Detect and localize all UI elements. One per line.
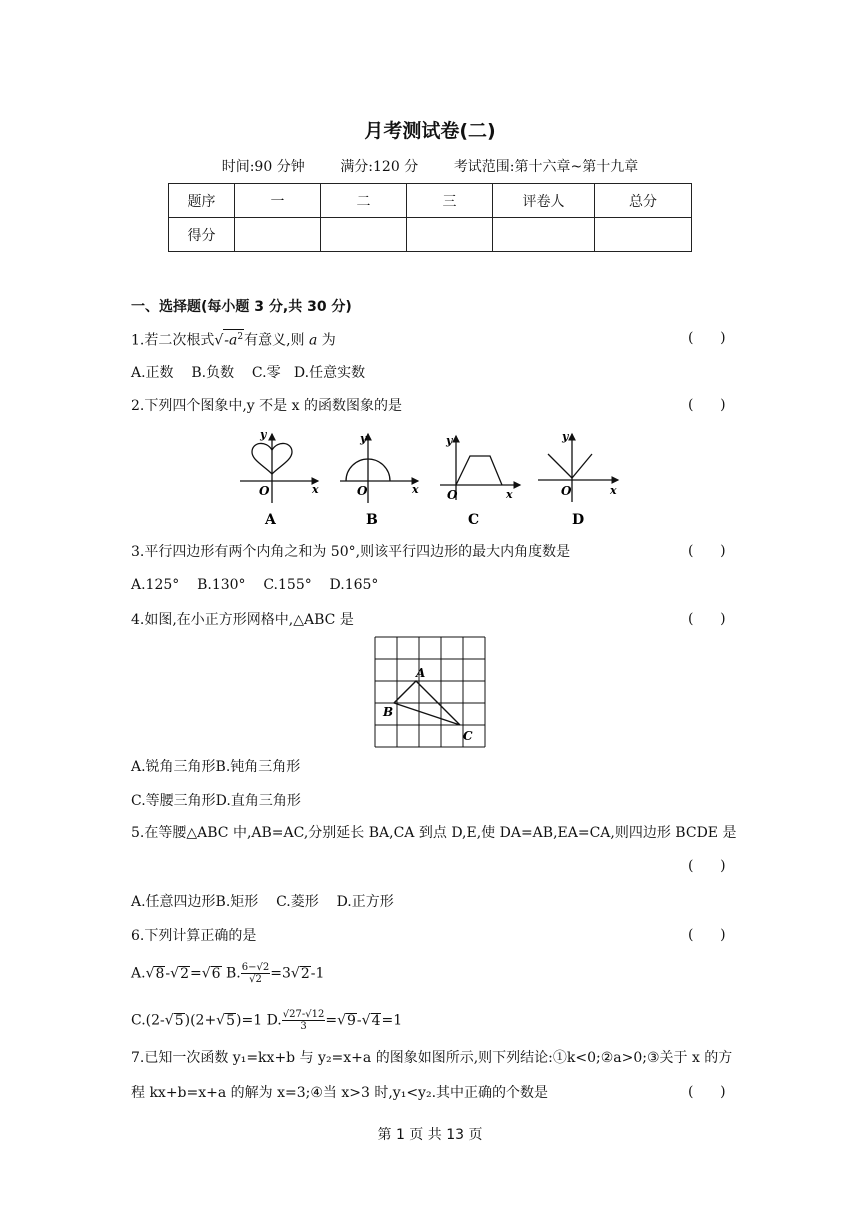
q6-b-fraction: $\frac{6-√2}{√2}$ xyxy=(241,962,270,985)
graph-label: C xyxy=(468,512,480,528)
svg-text:O: O xyxy=(357,484,368,498)
q1-text-2: 有意义,则 xyxy=(244,332,309,349)
score-table xyxy=(168,183,692,252)
svg-text:y: y xyxy=(562,430,569,443)
q6-options-cd: C.(2-√5)(2+√5)=1 D. $\frac{√27-√12}{3}$ =√9-√4=1 xyxy=(131,1009,403,1032)
question-2: 2.下列四个图象中,y 不是 x 的函数图象的是 xyxy=(131,398,402,414)
svg-text:O: O xyxy=(447,488,458,502)
graph-d xyxy=(538,434,618,502)
graph-b xyxy=(340,434,418,503)
q3-options: A.125° B.130° C.155° D.165° xyxy=(131,577,379,593)
header-cell: 三 xyxy=(407,184,493,218)
q6-d-fraction: $\frac{√27-√12}{3}$ xyxy=(282,1009,325,1032)
answer-paren: ( ) xyxy=(688,543,726,559)
score-cell[interactable] xyxy=(235,218,321,252)
exam-meta xyxy=(0,156,860,176)
page-footer: 第 1 页 共 13 页 xyxy=(377,1127,483,1143)
svg-text:x: x xyxy=(506,488,513,501)
answer-paren: ( ) xyxy=(688,611,726,627)
q4-options-2: C.等腰三角形D.直角三角形 xyxy=(131,793,301,809)
graph-label: A xyxy=(265,512,276,528)
q1-text: 1.若二次根式 xyxy=(131,332,215,349)
question-5: 5.在等腰△ABC 中,AB=AC,分别延长 BA,CA 到点 D,E,使 DA=AB,EA=CA,则四边形 BCDE 是 xyxy=(131,825,737,841)
graph-label: B xyxy=(366,512,378,528)
q4-options-1: A.锐角三角形B.钝角三角形 xyxy=(131,759,301,775)
page-title: 月考测试卷(二) xyxy=(364,120,496,142)
score-cell[interactable] xyxy=(595,218,692,252)
score-cell[interactable] xyxy=(407,218,493,252)
q1-text-3: 为 xyxy=(317,332,336,349)
score-table-header-row xyxy=(169,184,692,218)
answer-paren: ( ) xyxy=(688,397,726,413)
svg-text:y: y xyxy=(360,432,367,445)
svg-text:x: x xyxy=(412,483,419,496)
point-b-label: B xyxy=(383,705,394,719)
exam-range: 考试范围:第十六章~第十九章 xyxy=(453,159,639,175)
question-7-line-1: 7.已知一次函数 y₁=kx+b 与 y₂=x+a 的图象如图所示,则下列结论:①k<0;②a>0;③关于 x 的方 xyxy=(131,1050,733,1066)
header-cell: 总分 xyxy=(595,184,692,218)
q6-options-ab: A.√8-√2=√6 B. $\frac{6-√2}{√2}$ =3√2-1 xyxy=(131,962,325,985)
q2-graphs-figure xyxy=(232,428,632,528)
svg-text:x: x xyxy=(610,484,617,497)
question-1: 1.若二次根式$√-a^2$有意义,则 a 为 xyxy=(131,329,336,351)
question-6: 6.下列计算正确的是 xyxy=(131,928,257,944)
q1-var: a xyxy=(309,332,318,349)
svg-text:y: y xyxy=(260,428,267,441)
exam-time: 时间:90 分钟 xyxy=(221,159,305,175)
svg-text:x: x xyxy=(312,483,319,496)
q1-options: A.正数 B.负数 C.零 D.任意实数 xyxy=(131,365,366,381)
question-3: 3.平行四边形有两个内角之和为 50°,则该平行四边形的最大内角度数是 xyxy=(131,544,571,560)
exam-full-score: 满分:120 分 xyxy=(340,159,419,175)
q5-options: A.任意四边形B.矩形 C.菱形 D.正方形 xyxy=(131,894,394,910)
header-cell: 一 xyxy=(235,184,321,218)
svg-text:y: y xyxy=(446,434,453,447)
answer-paren: ( ) xyxy=(688,927,726,943)
answer-paren: ( ) xyxy=(688,858,726,874)
score-cell[interactable] xyxy=(493,218,595,252)
q1-radicand: $-a^2$ xyxy=(223,329,244,348)
svg-text:O: O xyxy=(259,484,270,498)
point-c-label: C xyxy=(463,729,473,743)
q4-grid-figure xyxy=(370,633,490,751)
header-cell: 二 xyxy=(321,184,407,218)
row-label: 得分 xyxy=(169,218,235,252)
score-table-row xyxy=(169,218,692,252)
answer-paren: ( ) xyxy=(688,1084,726,1100)
score-cell[interactable] xyxy=(321,218,407,252)
header-cell: 题序 xyxy=(169,184,235,218)
question-7-line-2: 程 kx+b=x+a 的解为 x=3;④当 x>3 时,y₁<y₂.其中正确的个数是 xyxy=(131,1085,549,1101)
svg-text:O: O xyxy=(561,484,572,498)
graph-a xyxy=(240,434,318,503)
answer-paren: ( ) xyxy=(688,330,726,346)
graph-label: D xyxy=(572,512,585,528)
question-4: 4.如图,在小正方形网格中,△ABC 是 xyxy=(131,612,354,628)
point-a-label: A xyxy=(416,666,426,680)
section-heading: 一、选择题(每小题 3 分,共 30 分) xyxy=(131,299,352,315)
header-cell: 评卷人 xyxy=(493,184,595,218)
